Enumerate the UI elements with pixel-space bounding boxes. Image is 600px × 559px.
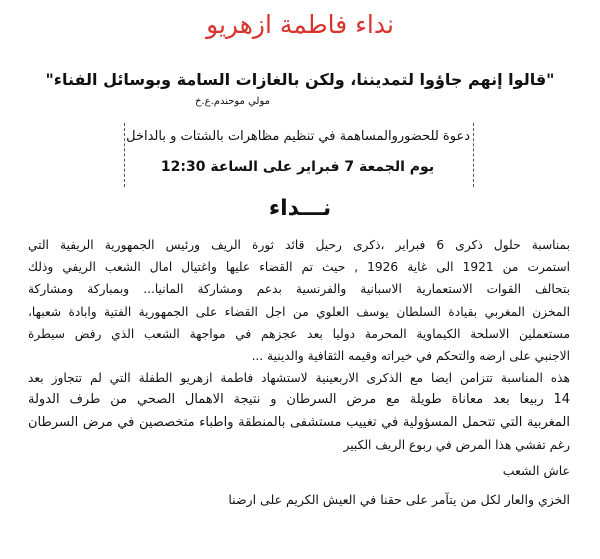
body-line: الاجنبي على ارضه والتحكم في خيراته وقيمه الثقافية والدينية ...	[251, 349, 570, 364]
body-line: بتحالف القوات الاستعمارية الاسبانية والفرنسية بدعم ومشاركة المانيا... وبمباركة ومشاركة	[28, 282, 570, 297]
body-line: هذه المناسبة تتزامن ايضا مع الذكرى الاربعينية لاستشهاد فاطمة ازهريو الطفلة التي لم تتجاوز بعد	[28, 371, 570, 386]
appeal-heading: نـــداء	[268, 196, 332, 221]
body-line: المخزن المغربي بقيادة السلطان يوسف العلوي من اجل القضاء على الجمهورية الفتية وابادة شعبها،	[28, 304, 570, 319]
event-date: يوم الجمعة 7 فبراير على الساعة 12:30	[160, 159, 435, 175]
body-line: المغربية التي تتحمل المسؤولية في تغييب مستشفى بالمنطقة واطباء متخصصين في مرض السرطان	[28, 414, 570, 430]
page-title: نداء فاطمة ازهريو	[206, 10, 394, 39]
body-line: استمرت من 1921 الى غاية 1926 , حيث تم القضاء عليها واغتيال امال الشعب الريفي وذلك	[28, 260, 570, 275]
body-line: بمناسبة حلول ذكرى 6 فبراير ،ذكرى رحيل قائد ثورة الريف ورئيس الجمهورية الريفية التي	[28, 238, 570, 252]
headline-quote: "قالوا إنهم جاؤوا لتمديننا، ولكن بالغازات السامة وبوسائل الفناء"	[45, 70, 555, 89]
appeal-body	[28, 234, 570, 456]
body-line: مستعملين الاسلحة الكيماوية المحرمة دوليا بعد عجزهم في مواجهة الشعب الذي رفض سيطرة	[28, 326, 570, 341]
closing-slogan-1: عاش الشعب	[502, 463, 570, 478]
body-line: رغم تفشي هذا المرض في ربوع الريف الكبير	[343, 437, 570, 452]
quote-signature: مولي موحندم.ع.خ	[194, 96, 270, 107]
body-line: 14 ربيعا بعد معاناة طويلة مع مرض السرطان و نتيجة الاهمال الصحي من طرف الدولة	[28, 392, 570, 408]
closing-slogan-2: الخزي والعار لكل من يتآمر على حقنا في العيش الكريم على ارضنا	[228, 492, 570, 507]
invitation-text: دعوة للحضوروالمساهمة في تنظيم مظاهرات بالشتات و بالداخل	[126, 129, 470, 144]
